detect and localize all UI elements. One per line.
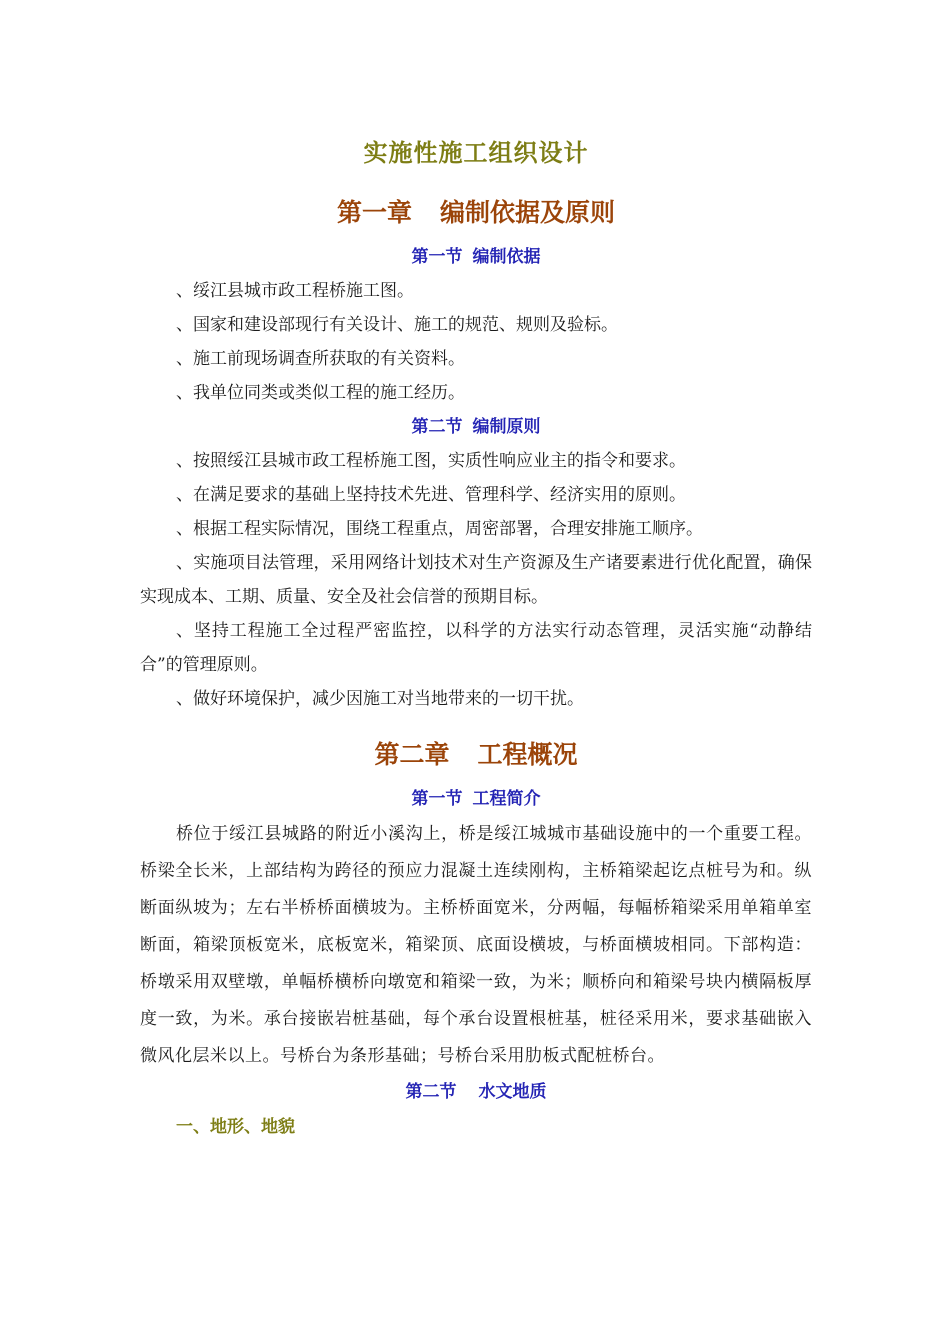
chapter-1-heading [140, 188, 812, 238]
chapter-1-label: 第一章 [336, 198, 412, 227]
section-name: 编制依据 [472, 247, 541, 267]
document-page [140, 128, 812, 1145]
document-title: 实施性施工组织设计 [363, 138, 589, 167]
basis-item: 、我单位同类或类似工程的施工经历。 [176, 383, 465, 403]
chapter-1-name: 编制依据及原则 [440, 198, 616, 227]
chapter-1-section-2-heading [140, 410, 812, 444]
chapter-2-name: 工程概况 [477, 740, 578, 769]
principle-item: 、按照绥江县城市政工程桥施工图，实质性响应业主的指令和要求。 [176, 451, 686, 471]
section-label: 第二节 [405, 1082, 457, 1102]
principle-item: 、在满足要求的基础上坚持技术先进、管理科学、经济实用的原则。 [176, 485, 686, 505]
basis-item: 、施工前现场调查所获取的有关资料。 [176, 349, 465, 369]
chapter-2-section-1-heading [140, 782, 812, 816]
section-name: 工程简介 [472, 789, 541, 809]
chapter-2-heading [140, 730, 812, 780]
principle-item: 、做好环境保护，减少因施工对当地带来的一切干扰。 [176, 689, 584, 709]
chapter-2-section-2-heading [140, 1075, 812, 1109]
principle-item: 、坚持工程施工全过程严密监控，以科学的方法实行动态管理，灵活实施“动静结合”的管理原则。 [140, 621, 812, 675]
chapter-1-section-1-heading [140, 240, 812, 274]
section-name: 编制原则 [472, 417, 541, 437]
principle-item: 、实施项目法管理，采用网络计划技术对生产资源及生产诸要素进行优化配置，确保实现成本、工期、质量、安全及社会信誉的预期目标。 [140, 553, 812, 607]
section-label: 第二节 [411, 417, 463, 437]
subsection-heading: 一、地形、地貌 [176, 1117, 295, 1137]
basis-item: 、绥江县城市政工程桥施工图。 [176, 281, 414, 301]
basis-item: 、国家和建设部现行有关设计、施工的规范、规则及验标。 [176, 315, 618, 335]
section-label: 第一节 [411, 789, 463, 809]
chapter-2-label: 第二章 [374, 740, 450, 769]
section-label: 第一节 [411, 247, 463, 267]
principle-item: 、根据工程实际情况，围绕工程重点，周密部署，合理安排施工顺序。 [176, 519, 703, 539]
project-overview-paragraph: 桥位于绥江县城路的附近小溪沟上，桥是绥江城城市基础设施中的一个重要工程。桥梁全长米，上部结构为跨径的预应力混凝土连续刚构，主桥箱梁起讫点桩号为和。纵断面纵坡为；左右半桥桥面横坡为。主桥桥面宽米，分两幅，每幅桥箱梁采用单箱单室断面，箱梁顶板宽米，底板宽米，箱梁顶、底面设横坡，与桥面横坡相同。下部构造：桥墩采用双壁墩，单幅桥横桥向墩宽和箱梁一致，为米；顺桥向和箱梁号块内横隔板厚度一致，为米。承台接嵌岩桩基础，每个承台设置根桩基，桩径采用米，要求基础嵌入微风化层米以上。号桥台为条形基础；号桥台采用肋板式配桩桥台。 [140, 824, 812, 1066]
section-name: 水文地质 [478, 1082, 547, 1102]
